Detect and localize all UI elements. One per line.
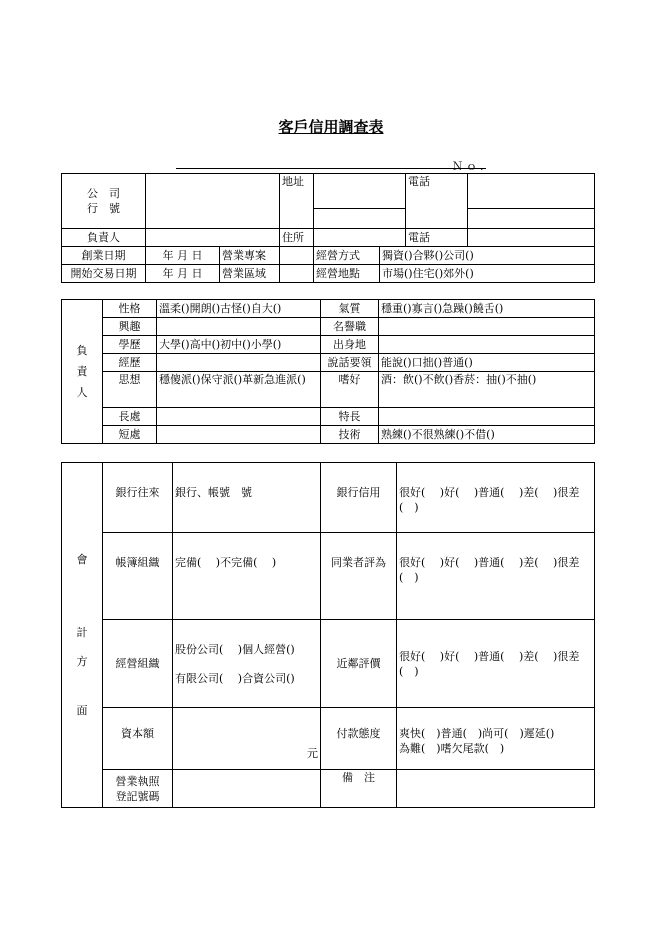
- strength-field[interactable]: [157, 408, 321, 426]
- payment-label: 付款態度: [321, 708, 397, 770]
- strength-label: 長處: [103, 408, 157, 426]
- owner-field[interactable]: [146, 229, 280, 247]
- person-table: [61, 299, 595, 444]
- interest-label: 興趣: [103, 318, 157, 336]
- temperament-label: 氣質: [321, 300, 379, 318]
- personality-options[interactable]: 溫柔()開朗()古怪()自大(): [157, 300, 321, 318]
- thought-options[interactable]: 穩傻派()保守派()革新急進派(): [157, 372, 321, 408]
- bank-field[interactable]: 銀行、帳號 號: [173, 463, 321, 533]
- payment-options[interactable]: 爽快( )普通( )尚可( )遲延() 為難( )嗜欠尾款( ): [397, 708, 595, 770]
- mode-options[interactable]: 獨資()合夥()公司(): [380, 247, 595, 265]
- person-side-label: 負 責 人: [62, 300, 103, 444]
- phone-field-2[interactable]: [468, 209, 595, 229]
- business-field[interactable]: [280, 247, 314, 265]
- mode-label: 經營方式: [314, 247, 380, 265]
- neighbor-label: 近鄰評價: [321, 620, 397, 708]
- capital-field[interactable]: [173, 708, 321, 770]
- license-field[interactable]: [173, 770, 321, 808]
- founded-field[interactable]: 年 月 日: [146, 247, 220, 265]
- personality-label: 性格: [103, 300, 157, 318]
- owner-phone-label: 電話: [406, 229, 468, 247]
- number-label: Ｎｏ.: [452, 160, 487, 173]
- license-label: 營業執照 登記號碼: [103, 770, 173, 808]
- remarks-label: 備 注: [321, 770, 397, 808]
- peer-label: 同業者評為: [321, 533, 397, 620]
- origin-label: 出身地: [321, 336, 379, 354]
- books-options[interactable]: 完備( )不完備( ): [173, 533, 321, 620]
- owner-address-field[interactable]: [314, 229, 406, 247]
- weakness-field[interactable]: [157, 426, 321, 444]
- start-label: 開始交易日期: [62, 265, 146, 283]
- owner-label: 負責人: [62, 229, 146, 247]
- start-field[interactable]: 年 月 日: [146, 265, 220, 283]
- org-options[interactable]: 股份公司( )個人經營() 有限公司( )合資公司(): [173, 620, 321, 708]
- phone-label: 電話: [406, 174, 468, 229]
- remarks-field[interactable]: [397, 770, 595, 808]
- page-title: 客戶信用調查表: [278, 118, 384, 136]
- hobby-options[interactable]: 酒：飲()不飲()香菸：抽()不抽(): [379, 372, 595, 408]
- speech-label: 說話要領: [321, 354, 379, 372]
- education-label: 學歷: [103, 336, 157, 354]
- address-label: 地址: [280, 174, 314, 229]
- company-table-lower: [61, 246, 595, 283]
- accounting-side-label: 會 計 方 面: [62, 463, 103, 808]
- education-options[interactable]: 大學()高中()初中()小學(): [157, 336, 321, 354]
- location-label: 經營地點: [314, 265, 380, 283]
- owner-phone-field[interactable]: [468, 229, 595, 247]
- bank-credit-label: 銀行信用: [321, 463, 397, 533]
- area-label: 營業區域: [220, 265, 280, 283]
- skill-label: 技術: [321, 426, 379, 444]
- speech-options[interactable]: 能說()口拙()普通(): [379, 354, 595, 372]
- address-field-2[interactable]: [314, 209, 406, 229]
- specialty-label: 特長: [321, 408, 379, 426]
- phone-field-1[interactable]: [468, 174, 595, 209]
- number-underline: [176, 168, 486, 169]
- experience-label: 經歷: [103, 354, 157, 372]
- neighbor-options[interactable]: 很好( )好( )普通( )差( )很差( ): [397, 620, 595, 708]
- location-options[interactable]: 市場()住宅()郊外(): [380, 265, 595, 283]
- owner-address-label: 住所: [280, 229, 314, 247]
- business-label: 營業專案: [220, 247, 280, 265]
- honorary-title-label: 名譽職: [321, 318, 379, 336]
- founded-label: 創業日期: [62, 247, 146, 265]
- company-name-label: 公 司 行 號: [62, 174, 146, 229]
- org-label: 經營組織: [103, 620, 173, 708]
- bank-label: 銀行往來: [103, 463, 173, 533]
- skill-options[interactable]: 熟練()不很熟練()不借(): [379, 426, 595, 444]
- address-field-1[interactable]: [314, 174, 406, 209]
- company-name-field[interactable]: [146, 174, 280, 229]
- interest-field[interactable]: [157, 318, 321, 336]
- accounting-table: [61, 462, 595, 808]
- capital-unit: 元: [307, 747, 318, 760]
- bank-credit-options[interactable]: 很好( )好( )普通( )差( )很差( ): [397, 463, 595, 533]
- company-table: [61, 173, 595, 247]
- specialty-field[interactable]: [379, 408, 595, 426]
- books-label: 帳簿組織: [103, 533, 173, 620]
- honorary-title-field[interactable]: [379, 318, 595, 336]
- capital-label: 資本額: [103, 708, 173, 770]
- area-field[interactable]: [280, 265, 314, 283]
- thought-label: 思想: [103, 372, 157, 408]
- peer-options[interactable]: 很好( )好( )普通( )差( )很差( ): [397, 533, 595, 620]
- origin-field[interactable]: [379, 336, 595, 354]
- hobby-label: 嗜好: [321, 372, 379, 408]
- weakness-label: 短處: [103, 426, 157, 444]
- temperament-options[interactable]: 穩重()寡言()急躁()饒舌(): [379, 300, 595, 318]
- experience-field[interactable]: [157, 354, 321, 372]
